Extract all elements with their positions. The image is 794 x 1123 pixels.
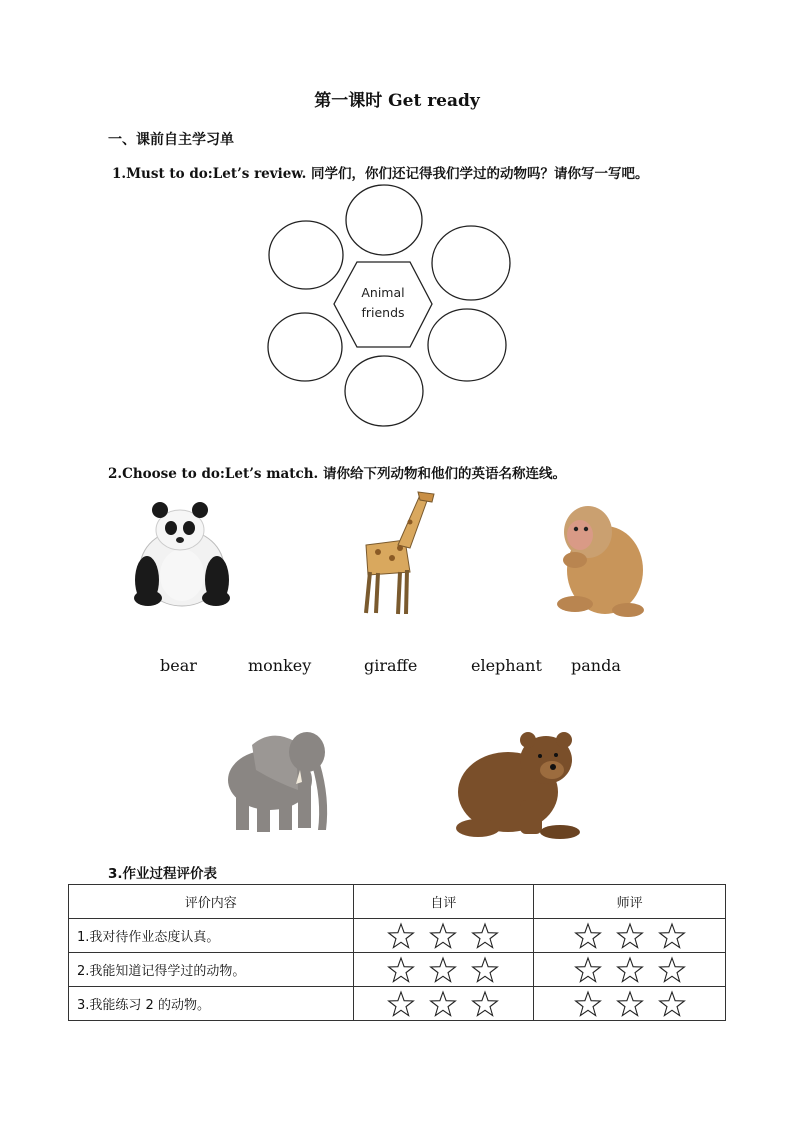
word-elephant[interactable]: elephant — [471, 656, 542, 675]
section-heading: 一、课前自主学习单 — [108, 132, 234, 148]
star-icon[interactable] — [573, 922, 603, 950]
question-1: 1.Must to do:Let’s review. 同学们，你们还记得我们学过的动物吗？请你写一写吧。 — [112, 166, 649, 182]
star-icon[interactable] — [470, 922, 500, 950]
question-2: 2.Choose to do:Let’s match. 请你给下列动物和他们的英语名称连线。 — [108, 466, 566, 482]
self-rating[interactable] — [353, 953, 534, 987]
star-icon[interactable] — [428, 956, 458, 984]
answer-circle-lower-left[interactable] — [268, 313, 342, 381]
star-icon[interactable] — [470, 956, 500, 984]
giraffe-picture — [366, 492, 434, 614]
header-content: 评价内容 — [69, 885, 354, 919]
star-icon[interactable] — [615, 922, 645, 950]
header-self: 自评 — [353, 885, 534, 919]
star-icon[interactable] — [615, 990, 645, 1018]
answer-circle-upper-left[interactable] — [269, 221, 343, 289]
word-monkey[interactable]: monkey — [248, 656, 312, 675]
table-row — [69, 953, 726, 987]
question-3: 3.作业过程评价表 — [108, 866, 218, 882]
word-panda[interactable]: panda — [571, 656, 621, 675]
star-icon[interactable] — [657, 990, 687, 1018]
star-icon[interactable] — [470, 990, 500, 1018]
self-rating[interactable] — [353, 919, 534, 953]
teacher-rating[interactable] — [534, 987, 726, 1021]
answer-circle-top[interactable] — [346, 185, 422, 255]
star-icon[interactable] — [657, 922, 687, 950]
monkey-picture — [557, 506, 644, 617]
panda-picture — [134, 502, 230, 606]
star-icon[interactable] — [657, 956, 687, 984]
self-rating[interactable] — [353, 987, 534, 1021]
elephant-picture — [228, 732, 327, 832]
bear-picture — [456, 732, 580, 839]
header-teacher: 师评 — [534, 885, 726, 919]
page-title: 第一课时 Get ready — [314, 91, 480, 111]
hexagon-label-line2: friends — [361, 305, 405, 320]
star-icon[interactable] — [386, 956, 416, 984]
answer-circle-upper-right[interactable] — [432, 226, 510, 300]
teacher-rating[interactable] — [534, 919, 726, 953]
answer-circle-lower-right[interactable] — [428, 309, 506, 381]
word-giraffe[interactable]: giraffe — [364, 656, 418, 675]
table-header-row — [69, 885, 726, 919]
answer-circle-bottom[interactable] — [345, 356, 423, 426]
row-item: 3.我能练习 2 的动物。 — [69, 987, 354, 1021]
row-item: 1.我对待作业态度认真。 — [69, 919, 354, 953]
teacher-rating[interactable] — [534, 953, 726, 987]
star-icon[interactable] — [615, 956, 645, 984]
star-icon[interactable] — [386, 922, 416, 950]
hexagon-label-line1: Animal — [361, 285, 405, 300]
row-item: 2.我能知道记得学过的动物。 — [69, 953, 354, 987]
star-icon[interactable] — [428, 922, 458, 950]
star-icon[interactable] — [573, 990, 603, 1018]
word-bear[interactable]: bear — [160, 656, 197, 675]
table-row — [69, 919, 726, 953]
table-row — [69, 987, 726, 1021]
star-icon[interactable] — [573, 956, 603, 984]
star-icon[interactable] — [428, 990, 458, 1018]
evaluation-table — [68, 884, 726, 1021]
star-icon[interactable] — [386, 990, 416, 1018]
